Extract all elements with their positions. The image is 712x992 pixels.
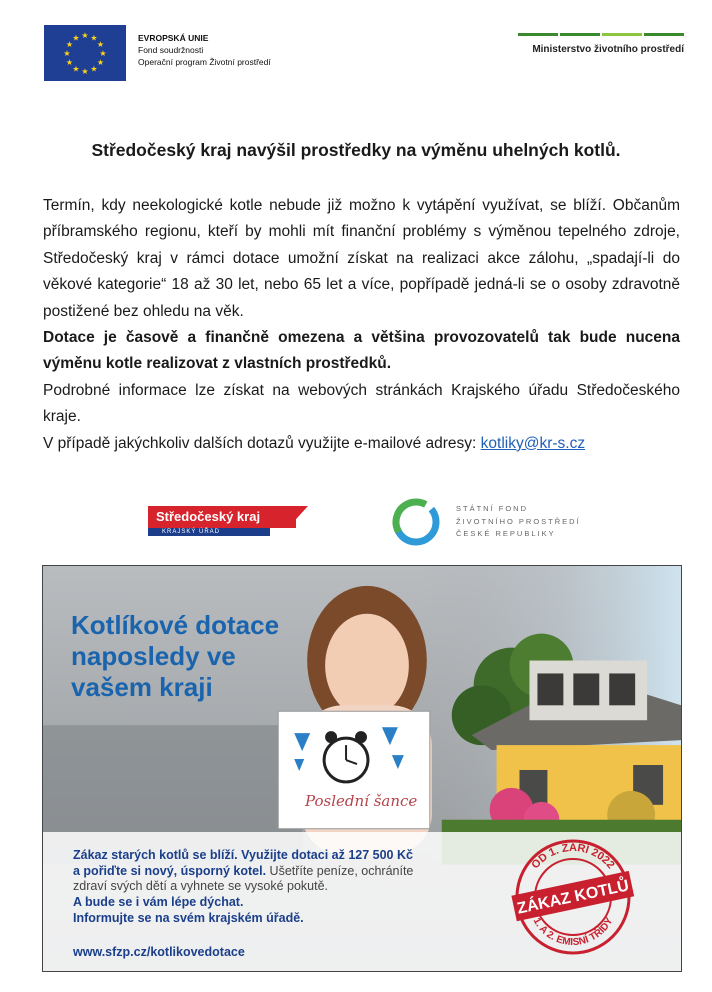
banner-line: Informujte se na svém krajském úřadě. bbox=[73, 911, 304, 925]
banner-headline bbox=[71, 610, 279, 703]
banner-line: Zákaz starých kotlů se blíží. Využijte dotaci až 127 500 Kč bbox=[73, 848, 413, 862]
stredocesky-kraj-logo bbox=[148, 506, 310, 536]
svg-text:★: ★ bbox=[99, 49, 107, 58]
headline-line: Kotlíkové dotace bbox=[71, 610, 280, 640]
sfzp-name bbox=[456, 503, 581, 541]
banner-line: A bude se i vám lépe dýchat. bbox=[73, 895, 244, 909]
sfzp-line: ŽIVOTNÍHO PROSTŘEDÍ bbox=[456, 516, 581, 526]
stamp-main-text: ZÁKAZ KOTLŮ bbox=[515, 877, 631, 918]
svg-text:★: ★ bbox=[65, 58, 74, 67]
article-paragraph-contact bbox=[43, 431, 680, 457]
svg-text:★: ★ bbox=[72, 64, 80, 74]
sign-handwriting: Poslední šance bbox=[305, 792, 418, 810]
svg-text:★: ★ bbox=[63, 49, 71, 58]
headline-line: vašem kraji bbox=[71, 672, 213, 702]
headline-line: naposledy ve bbox=[71, 641, 236, 671]
svg-text:★: ★ bbox=[96, 40, 105, 49]
svg-text:★: ★ bbox=[90, 64, 98, 74]
banner-line: zdraví svých dětí a vyhnete se vysoké pokutě. bbox=[73, 879, 328, 893]
banner-line-rest: Ušetříte peníze, ochráníte bbox=[269, 864, 414, 878]
article-paragraph: Podrobné informace lze získat na webových stránkách Krajského úřadu Středočeského kraje. bbox=[43, 381, 680, 426]
svg-text:★: ★ bbox=[81, 31, 89, 40]
svg-text:★: ★ bbox=[90, 33, 98, 43]
eu-line: Fond soudržnosti bbox=[138, 45, 204, 55]
banner-url: www.sfzp.cz/kotlikovedotace bbox=[73, 945, 245, 959]
sfzp-logo-icon bbox=[392, 498, 440, 546]
eu-program-text bbox=[138, 32, 271, 68]
email-link[interactable]: kotliky@kr-s.cz bbox=[480, 434, 586, 452]
ministry-name: Ministerstvo životního prostředí bbox=[532, 44, 684, 55]
svg-text:★: ★ bbox=[81, 67, 89, 76]
svg-text:OD 1. ZÁŘÍ 2022 bbox=[529, 841, 616, 871]
ministry-logo-bars bbox=[518, 33, 684, 36]
svg-text:★: ★ bbox=[96, 58, 105, 67]
article-paragraph-bold: Dotace je časově a finančně omezena a většina provozovatelů tak bude nucena výměnu kotle realizovat z vlastních prostředků. bbox=[43, 329, 680, 373]
contact-text: V případě jakýchkoliv dalších dotazů využijte e-mailové adresy: bbox=[43, 434, 481, 452]
article-body bbox=[43, 193, 680, 457]
stamp-bottom-text: 1. A 2. EMISNÍ TŘÍDY bbox=[530, 916, 616, 949]
article-paragraph: Termín, kdy neekologické kotle nebude již možno k vytápění využívat, se blíží. Občanům příbramského regionu, kteří by mohli mít finanční problémy s výměnou tepelného zdroje, Středočeský kraj v rámci dotace umožní získat na realizaci akce zálohu, „spadají-li do věkové kategorie“ 18 až 30 let, nebo 65 let a více, popřípadě jedná-li se o osoby zdravotně postižené bez ohledu na věk. bbox=[43, 197, 680, 320]
sfzp-line: ČESKÉ REPUBLIKY bbox=[456, 529, 556, 538]
kraj-sub: KRAJSKÝ ÚŘAD bbox=[148, 528, 270, 536]
sfzp-line: STÁTNÍ FOND bbox=[456, 504, 528, 513]
banner-text-block bbox=[73, 847, 413, 879]
eu-line: EVROPSKÁ UNIE bbox=[138, 33, 209, 43]
banner-text-block bbox=[73, 894, 304, 926]
svg-text:★: ★ bbox=[72, 33, 80, 43]
zakaz-kotlu-stamp bbox=[505, 831, 641, 957]
article-title: Středočeský kraj navýšil prostředky na výměnu uhelných kotlů. bbox=[91, 140, 621, 160]
svg-text:★: ★ bbox=[65, 40, 74, 49]
kraj-name: Středočeský kraj bbox=[156, 509, 261, 524]
kotlikove-dotace-banner bbox=[42, 565, 682, 972]
eu-flag-icon bbox=[44, 25, 126, 81]
stamp-top-text: OD 1. ZÁŘÍ 2022 bbox=[529, 841, 617, 872]
eu-line: Operační program Životní prostředí bbox=[138, 57, 271, 67]
banner-line-bold: a pořiďte si nový, úsporný kotel. bbox=[73, 864, 267, 878]
